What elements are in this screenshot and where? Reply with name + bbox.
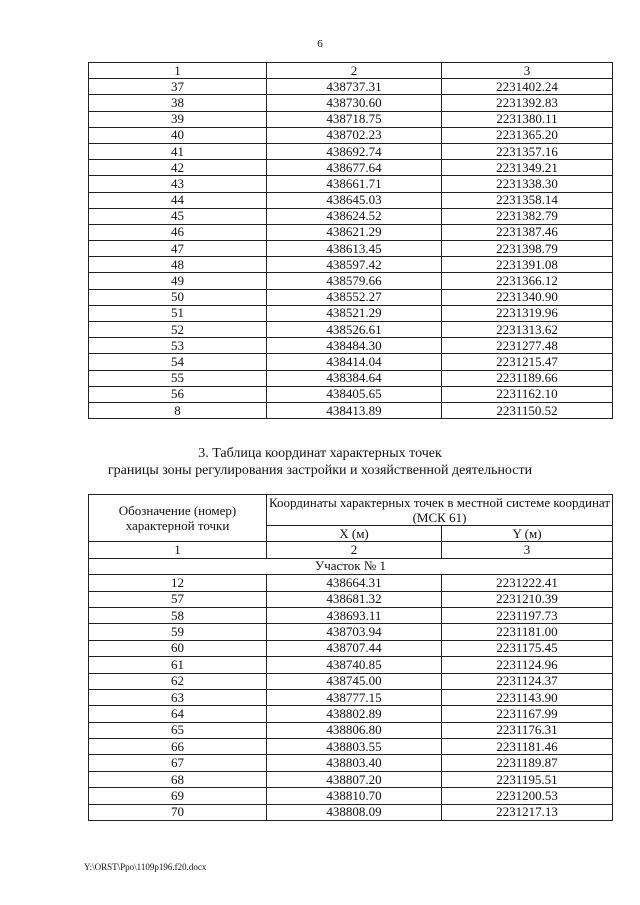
point-number-cell: 68 bbox=[89, 771, 267, 787]
point-number-cell: 45 bbox=[89, 208, 267, 224]
header-coordinates: Координаты характерных точек в местной системе координат (МСК 61) bbox=[267, 495, 613, 526]
table-3-heading bbox=[0, 445, 640, 479]
y-coordinate-cell: 2231380.11 bbox=[442, 111, 613, 127]
table-row bbox=[89, 322, 613, 338]
y-coordinate-cell: 2231195.51 bbox=[442, 771, 613, 787]
point-number-cell: 8 bbox=[89, 402, 267, 418]
point-number-cell: 42 bbox=[89, 160, 267, 176]
table-row bbox=[89, 624, 613, 640]
y-coordinate-cell: 2231222.41 bbox=[442, 575, 613, 591]
y-coordinate-cell: 2231387.46 bbox=[442, 224, 613, 240]
x-coordinate-cell: 438693.11 bbox=[267, 607, 442, 623]
table-row bbox=[89, 591, 613, 607]
table-row bbox=[89, 370, 613, 386]
x-coordinate-cell: 438413.89 bbox=[267, 402, 442, 418]
y-coordinate-cell: 2231313.62 bbox=[442, 322, 613, 338]
x-coordinate-cell: 438384.64 bbox=[267, 370, 442, 386]
point-number-cell: 46 bbox=[89, 224, 267, 240]
y-coordinate-cell: 2231181.46 bbox=[442, 739, 613, 755]
column-number-row bbox=[89, 63, 613, 79]
table-row bbox=[89, 289, 613, 305]
x-coordinate-cell: 438613.45 bbox=[267, 241, 442, 257]
x-coordinate-cell: 438692.74 bbox=[267, 143, 442, 159]
table-row bbox=[89, 208, 613, 224]
y-coordinate-cell: 2231175.45 bbox=[442, 640, 613, 656]
y-coordinate-cell: 2231366.12 bbox=[442, 273, 613, 289]
table-row bbox=[89, 771, 613, 787]
y-coordinate-cell: 2231189.66 bbox=[442, 370, 613, 386]
y-coordinate-cell: 2231392.83 bbox=[442, 95, 613, 111]
point-number-cell: 58 bbox=[89, 607, 267, 623]
point-number-cell: 40 bbox=[89, 127, 267, 143]
zone-coordinates-table bbox=[88, 494, 613, 821]
column-number: 1 bbox=[89, 63, 267, 79]
column-number: 2 bbox=[267, 542, 442, 558]
header-x: X (м) bbox=[267, 526, 442, 542]
table-row bbox=[89, 640, 613, 656]
x-coordinate-cell: 438808.09 bbox=[267, 804, 442, 820]
x-coordinate-cell: 438810.70 bbox=[267, 788, 442, 804]
x-coordinate-cell: 438730.60 bbox=[267, 95, 442, 111]
coordinates-table-continued bbox=[88, 62, 613, 419]
y-coordinate-cell: 2231398.79 bbox=[442, 241, 613, 257]
x-coordinate-cell: 438526.61 bbox=[267, 322, 442, 338]
column-number: 2 bbox=[267, 63, 442, 79]
table-row bbox=[89, 176, 613, 192]
point-number-cell: 67 bbox=[89, 755, 267, 771]
y-coordinate-cell: 2231358.14 bbox=[442, 192, 613, 208]
point-number-cell: 61 bbox=[89, 657, 267, 673]
table-row bbox=[89, 386, 613, 402]
point-number-cell: 64 bbox=[89, 706, 267, 722]
y-coordinate-cell: 2231349.21 bbox=[442, 160, 613, 176]
point-number-cell: 55 bbox=[89, 370, 267, 386]
table-row bbox=[89, 788, 613, 804]
table-row bbox=[89, 338, 613, 354]
table-row bbox=[89, 192, 613, 208]
column-number-row bbox=[89, 542, 613, 558]
x-coordinate-cell: 438645.03 bbox=[267, 192, 442, 208]
x-coordinate-cell: 438777.15 bbox=[267, 689, 442, 705]
x-coordinate-cell: 438803.55 bbox=[267, 739, 442, 755]
y-coordinate-cell: 2231357.16 bbox=[442, 143, 613, 159]
y-coordinate-cell: 2231124.96 bbox=[442, 657, 613, 673]
y-coordinate-cell: 2231197.73 bbox=[442, 607, 613, 623]
table-row bbox=[89, 143, 613, 159]
table-row bbox=[89, 224, 613, 240]
x-coordinate-cell: 438702.23 bbox=[267, 127, 442, 143]
point-number-cell: 53 bbox=[89, 338, 267, 354]
column-number: 1 bbox=[89, 542, 267, 558]
y-coordinate-cell: 2231181.00 bbox=[442, 624, 613, 640]
y-coordinate-cell: 2231391.08 bbox=[442, 257, 613, 273]
table-row bbox=[89, 111, 613, 127]
x-coordinate-cell: 438807.20 bbox=[267, 771, 442, 787]
table-row bbox=[89, 305, 613, 321]
x-coordinate-cell: 438621.29 bbox=[267, 224, 442, 240]
y-coordinate-cell: 2231189.87 bbox=[442, 755, 613, 771]
table-row bbox=[89, 673, 613, 689]
x-coordinate-cell: 438737.31 bbox=[267, 79, 442, 95]
table-row bbox=[89, 241, 613, 257]
point-number-cell: 65 bbox=[89, 722, 267, 738]
table-row bbox=[89, 160, 613, 176]
point-number-cell: 60 bbox=[89, 640, 267, 656]
point-number-cell: 62 bbox=[89, 673, 267, 689]
header-y: Y (м) bbox=[442, 526, 613, 542]
table-row bbox=[89, 127, 613, 143]
heading-line-1: 3. Таблица координат характерных точек bbox=[198, 446, 442, 461]
x-coordinate-cell: 438579.66 bbox=[267, 273, 442, 289]
table-row bbox=[89, 689, 613, 705]
y-coordinate-cell: 2231162.10 bbox=[442, 386, 613, 402]
point-number-cell: 47 bbox=[89, 241, 267, 257]
section-label: Участок № 1 bbox=[89, 558, 613, 574]
table-row bbox=[89, 95, 613, 111]
heading-line-2: границы зоны регулирования застройки и хозяйственной деятельности bbox=[107, 463, 533, 478]
x-coordinate-cell: 438405.65 bbox=[267, 386, 442, 402]
point-number-cell: 48 bbox=[89, 257, 267, 273]
page-number: 6 bbox=[317, 38, 323, 50]
x-coordinate-cell: 438521.29 bbox=[267, 305, 442, 321]
table-row bbox=[89, 402, 613, 418]
table-row bbox=[89, 79, 613, 95]
y-coordinate-cell: 2231365.20 bbox=[442, 127, 613, 143]
x-coordinate-cell: 438661.71 bbox=[267, 176, 442, 192]
y-coordinate-cell: 2231124.37 bbox=[442, 673, 613, 689]
point-number-cell: 39 bbox=[89, 111, 267, 127]
table-row bbox=[89, 257, 613, 273]
y-coordinate-cell: 2231143.90 bbox=[442, 689, 613, 705]
y-coordinate-cell: 2231150.52 bbox=[442, 402, 613, 418]
y-coordinate-cell: 2231176.31 bbox=[442, 722, 613, 738]
x-coordinate-cell: 438803.40 bbox=[267, 755, 442, 771]
y-coordinate-cell: 2231319.96 bbox=[442, 305, 613, 321]
point-number-cell: 37 bbox=[89, 79, 267, 95]
point-number-cell: 38 bbox=[89, 95, 267, 111]
point-number-cell: 43 bbox=[89, 176, 267, 192]
table-row bbox=[89, 739, 613, 755]
y-coordinate-cell: 2231340.90 bbox=[442, 289, 613, 305]
x-coordinate-cell: 438484.30 bbox=[267, 338, 442, 354]
x-coordinate-cell: 438624.52 bbox=[267, 208, 442, 224]
table-row bbox=[89, 354, 613, 370]
point-number-cell: 59 bbox=[89, 624, 267, 640]
table-row bbox=[89, 657, 613, 673]
point-number-cell: 70 bbox=[89, 804, 267, 820]
x-coordinate-cell: 438664.31 bbox=[267, 575, 442, 591]
header-point-designation: Обозначение (номер) характерной точки bbox=[89, 495, 267, 542]
x-coordinate-cell: 438703.94 bbox=[267, 624, 442, 640]
y-coordinate-cell: 2231215.47 bbox=[442, 354, 613, 370]
y-coordinate-cell: 2231217.13 bbox=[442, 804, 613, 820]
x-coordinate-cell: 438707.44 bbox=[267, 640, 442, 656]
point-number-cell: 12 bbox=[89, 575, 267, 591]
point-number-cell: 50 bbox=[89, 289, 267, 305]
x-coordinate-cell: 438718.75 bbox=[267, 111, 442, 127]
x-coordinate-cell: 438552.27 bbox=[267, 289, 442, 305]
point-number-cell: 69 bbox=[89, 788, 267, 804]
y-coordinate-cell: 2231167.99 bbox=[442, 706, 613, 722]
y-coordinate-cell: 2231402.24 bbox=[442, 79, 613, 95]
y-coordinate-cell: 2231210.39 bbox=[442, 591, 613, 607]
y-coordinate-cell: 2231338.30 bbox=[442, 176, 613, 192]
y-coordinate-cell: 2231200.53 bbox=[442, 788, 613, 804]
table-row bbox=[89, 722, 613, 738]
table-row bbox=[89, 804, 613, 820]
section-row bbox=[89, 558, 613, 574]
point-number-cell: 49 bbox=[89, 273, 267, 289]
table-header-row bbox=[89, 495, 613, 526]
x-coordinate-cell: 438740.85 bbox=[267, 657, 442, 673]
table-row bbox=[89, 575, 613, 591]
point-number-cell: 54 bbox=[89, 354, 267, 370]
column-number: 3 bbox=[442, 542, 613, 558]
point-number-cell: 57 bbox=[89, 591, 267, 607]
x-coordinate-cell: 438414.04 bbox=[267, 354, 442, 370]
footer-file-path: Y:\ORST\Ppo\1109p196.f20.docx bbox=[84, 862, 207, 872]
table-row bbox=[89, 607, 613, 623]
x-coordinate-cell: 438806.80 bbox=[267, 722, 442, 738]
x-coordinate-cell: 438802.89 bbox=[267, 706, 442, 722]
point-number-cell: 44 bbox=[89, 192, 267, 208]
y-coordinate-cell: 2231277.48 bbox=[442, 338, 613, 354]
table-row bbox=[89, 755, 613, 771]
table-row bbox=[89, 706, 613, 722]
point-number-cell: 66 bbox=[89, 739, 267, 755]
y-coordinate-cell: 2231382.79 bbox=[442, 208, 613, 224]
x-coordinate-cell: 438597.42 bbox=[267, 257, 442, 273]
column-number: 3 bbox=[442, 63, 613, 79]
point-number-cell: 63 bbox=[89, 689, 267, 705]
x-coordinate-cell: 438745.00 bbox=[267, 673, 442, 689]
x-coordinate-cell: 438681.32 bbox=[267, 591, 442, 607]
table-row bbox=[89, 273, 613, 289]
point-number-cell: 51 bbox=[89, 305, 267, 321]
point-number-cell: 56 bbox=[89, 386, 267, 402]
x-coordinate-cell: 438677.64 bbox=[267, 160, 442, 176]
point-number-cell: 52 bbox=[89, 322, 267, 338]
point-number-cell: 41 bbox=[89, 143, 267, 159]
